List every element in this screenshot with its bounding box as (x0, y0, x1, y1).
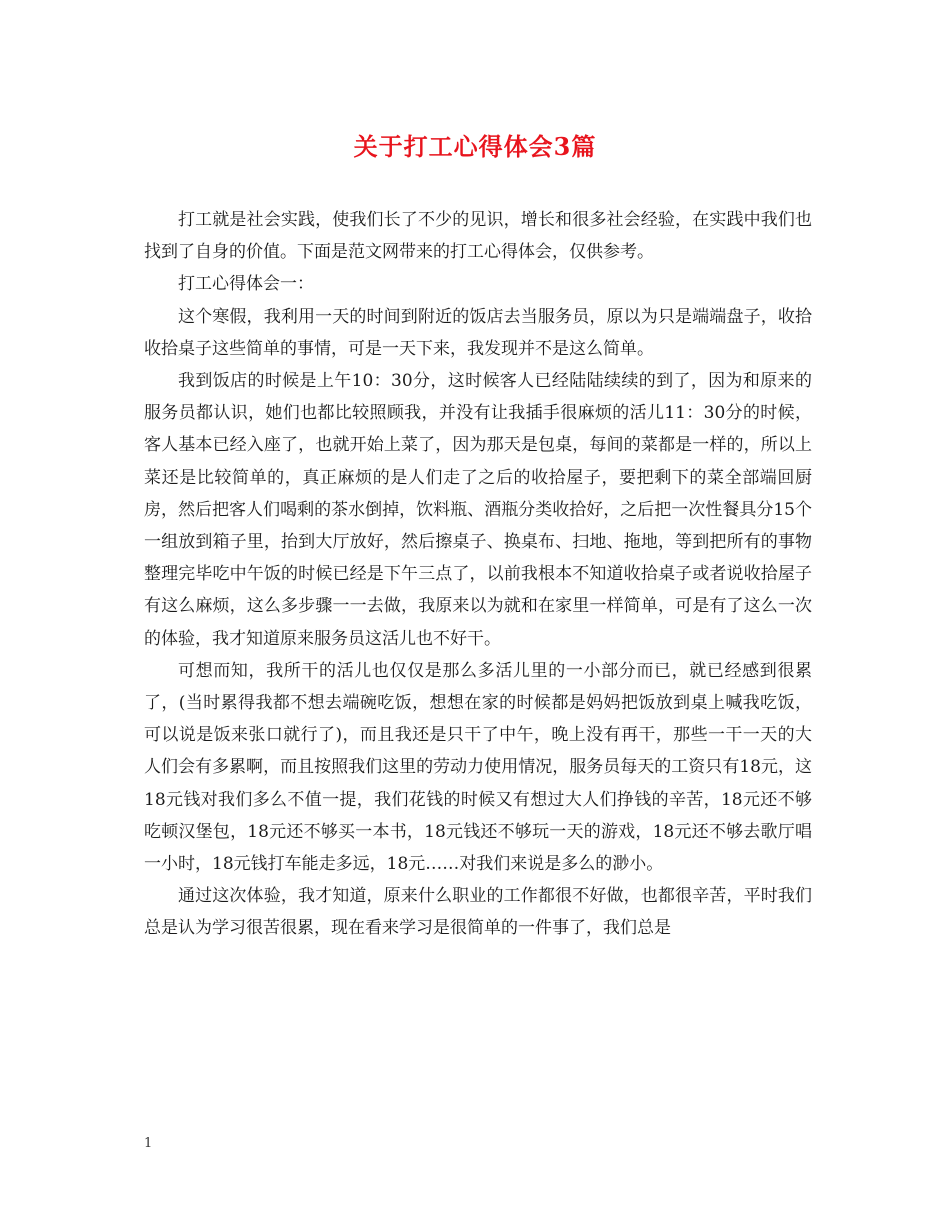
body-paragraph: 可想而知，我所干的活儿也仅仅是那么多活儿里的一小部分而已，就已经感到很累了，(当时累得我都不想去端碗吃饭，想想在家的时候都是妈妈把饭放到桌上喊我吃饭，可以说是饭来张口就行了)，而且我还是只干了中午，晚上没有再干，那些一干一天的大人们会有多累啊，而且按照我们这里的劳动力使用情况，服务员每天的工资只有18元，这18元钱对我们多么不值一提，我们花钱的时候又有想过大人们挣钱的辛苦，18元还不够吃顿汉堡包，18元还不够买一本书，18元钱还不够玩一天的游戏，18元还不够去歌厅唱一小时，18元钱打车能走多远，18元……对我们来说是多么的渺小。 (144, 660, 812, 875)
intro-paragraph: 打工就是社会实践，使我们长了不少的见识，增长和很多社会经验，在实践中我们也找到了自身的价值。下面是范文网带来的打工心得体会，仅供参考。 (144, 210, 812, 263)
body-paragraph: 通过这次体验，我才知道，原来什么职业的工作都很不好做，也都很辛苦，平时我们总是认为学习很苦很累，现在看来学习是很简单的一件事了，我们总是 (144, 886, 812, 939)
body-paragraph: 这个寒假，我利用一天的时间到附近的饭店去当服务员，原以为只是端端盘子，收拾收拾桌子这些简单的事情，可是一天下来，我发现并不是这么简单。 (144, 306, 812, 359)
document-body (144, 204, 812, 945)
page-number: 1 (144, 1136, 153, 1151)
body-paragraph: 我到饭店的时候是上午10：30分，这时候客人已经陆陆续续的到了，因为和原来的服务员都认识，她们也都比较照顾我，并没有让我插手很麻烦的活儿11：30分的时候，客人基本已经入座了，也就开始上菜了，因为那天是包桌，每间的菜都是一样的，所以上菜还是比较简单的，真正麻烦的是人们走了之后的收拾屋子，要把剩下的菜全部端回厨房，然后把客人们喝剩的茶水倒掉，饮料瓶、酒瓶分类收拾好，之后把一次性餐具分15个一组放到箱子里，抬到大厅放好，然后擦桌子、换桌布、扫地、拖地，等到把所有的事物整理完毕吃中午饭的时候已经是下午三点了，以前我根本不知道收拾桌子或者说收拾屋子有这么麻烦，这么多步骤一一去做，我原来以为就和在家里一样简单，可是有了这么一次的体验，我才知道原来服务员这活儿也不好干。 (144, 371, 812, 649)
section-heading: 打工心得体会一： (178, 274, 314, 295)
document-title: 关于打工心得体会3篇 (353, 132, 597, 161)
